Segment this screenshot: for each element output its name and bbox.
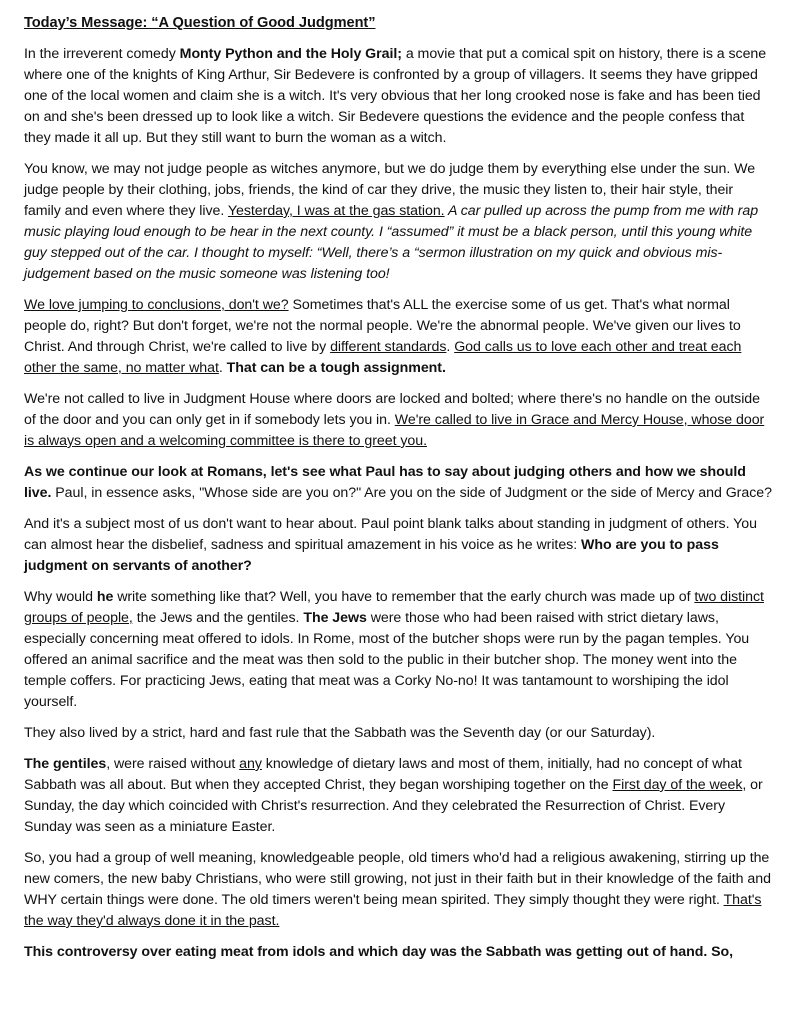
text-run: knowledge of dietary laws and most of them, initially, had no concept of what Sabbath was all about. But when they accepted Christ, they began worshiping together on the [24,756,742,793]
text-run: We're called to live in Grace and Mercy House, whose door is always open and a welcoming committee is there to greet you. [24,412,765,449]
text-run: were those who had been raised with strict dietary laws, especially concerning meat offered to idols. In Rome, most of the butcher shops were run by the pagan temples. You offered an animal sacrifice and the meat was then sold to the public in their butcher shop. The money went into the temple coffers. For practicing Jews, eating that meat was a Corky No-no! It was tantamount to worshiping the idol yourself. [24,610,750,710]
paragraph-6 [24,514,772,577]
text-run: he [96,589,114,605]
text-run: different standards [330,339,447,355]
paragraph-5 [24,462,772,504]
text-run: the Jews and the gentiles. [132,610,304,626]
paragraph-7 [24,587,772,713]
text-run: You know, we may not judge people as witches anymore, but we do judge them by everything else under the sun. We judge people by their clothing, jobs, friends, the kind of car they drive, the music they listen to, their hair style, their family and even where they live. [24,161,756,219]
text-run: . [218,360,227,376]
text-run: . [446,339,455,355]
text-run: We're not called to live in Judgment House where doors are locked and bolted; where there's no handle on the outside of the door and you can only get in if somebody lets you in. [24,391,760,428]
text-run: That can be a tough assignment. [226,360,446,376]
text-run: , were raised without [106,756,240,772]
paragraph-8 [24,723,772,744]
text-run: The gentiles [24,756,107,772]
paragraph-4 [24,389,772,452]
paragraph-2 [24,159,772,285]
text-run: Sometimes that's ALL the exercise some of us get. That's what normal people do, right? But don't forget, we're not the normal people. We're the abnormal people. We've given our lives to Christ. And through Christ, we're called to live by [24,297,741,355]
text-run: In the irreverent comedy [24,46,180,62]
text-run: This controversy over eating meat from idols and which day was the Sabbath was getting out of hand. So, [24,944,734,960]
text-run: write something like that? Well, you have to remember that the early church was made up of [113,589,695,605]
paragraph-9 [24,754,772,838]
text-run: We love jumping to conclusions, don't we? [24,297,289,313]
paragraph-1 [24,44,772,149]
text-run: Why would [24,589,97,605]
text-run: Yesterday, I was at the gas station. [227,203,445,219]
text-run: , or Sunday, the day which coincided with Christ's resurrection. And they celebrated the Resurrection of Christ. Every Sunday was seen as a miniature Easter. [24,777,763,835]
paragraph-10 [24,848,772,932]
text-run: The Jews [303,610,367,626]
text-run: That's the way they'd always done it in the past. [24,892,762,929]
text-run: Monty Python and the Holy Grail; [179,46,402,62]
text-run: So, you had a group of well meaning, knowledgeable people, old timers who'd had a religious awakening, stirring up the new comers, the new baby Christians, who were still growing, not just in their faith but in their knowledge of the faith and WHY certain things were done. The old timers weren't being mean spirited. They simply thought they were right. [24,850,771,908]
text-run: Paul, in essence asks, "Whose side are you on?" Are you on the side of Judgment or the side of Mercy and Grace? [51,485,772,501]
text-run: First day of the week [612,777,743,793]
text-run: two distinct groups of people, [24,589,764,626]
paragraph-11 [24,942,772,963]
text-run: a movie that put a comical spit on history, there is a scene where one of the knights of King Arthur, Sir Bedevere is confronted by a group of villagers. It seems they have gripped one of the local women and claim she is a witch. It's very obvious that her long crooked nose is fake and has been tied on and she's been dressed up to look like a witch. Sir Bedevere questions the evidence and the people confess that they made it all up. But they still want to burn the woman as a witch. [24,46,767,146]
text-run: Who are you to pass judgment on servants of another? [24,537,719,574]
text-run: And it's a subject most of us don't want to hear about. Paul point blank talks about standing in judgment of others. You can almost hear the disbelief, sadness and spiritual amazement in his voice as he writes: [24,516,757,553]
text-run: As we continue our look at Romans, let's see what Paul has to say about judging others and how we should live. [24,464,746,501]
document-body [24,44,772,963]
text-run: any [239,756,262,772]
page-title: Today’s Message: “A Question of Good Judgment” [24,15,376,31]
text-run: God calls us to love each other and treat each other the same, no matter what [24,339,742,376]
text-run: They also lived by a strict, hard and fast rule that the Sabbath was the Seventh day (or our Saturday). [24,725,656,741]
text-run: A car pulled up across the pump from me with rap music playing loud enough to be hear in the next county. I “assumed” it must be a black person, until this young white guy stepped out of the car. I thought to myself: “Well, there’s a “sermon illustration on my quick and obvious mis-judgement based on the music someone was listening too! [24,203,759,282]
paragraph-3 [24,295,772,379]
